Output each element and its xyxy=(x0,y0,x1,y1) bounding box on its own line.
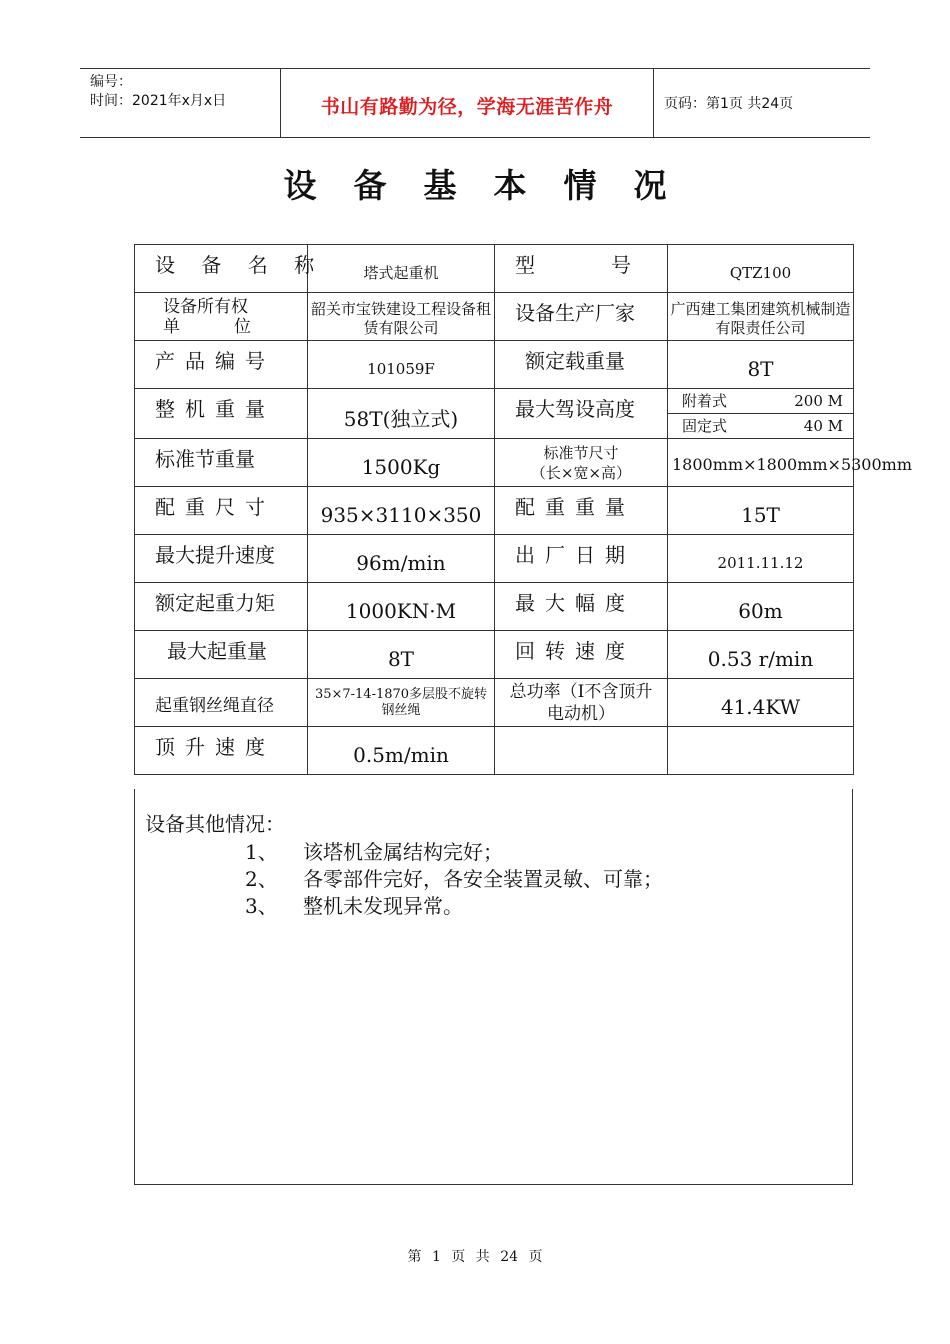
list-item-text: 各零部件完好，各安全装置灵敏、可靠； xyxy=(303,867,663,891)
table-row xyxy=(135,535,854,583)
label-section-weight: 标准节重量 xyxy=(135,439,308,487)
label-slewing-speed: 回转速度 xyxy=(495,631,668,679)
label-section-size-a: 标准节尺寸 xyxy=(543,443,619,462)
list-item xyxy=(145,866,852,893)
table-row xyxy=(135,245,854,293)
list-item xyxy=(145,839,852,866)
value-section-weight: 1500Kg xyxy=(308,439,495,487)
label-model-b: 号 xyxy=(611,253,631,277)
label-hoist-speed: 最大提升速度 xyxy=(135,535,308,583)
value-total-weight: 58T(独立式) xyxy=(308,389,495,439)
date-label: 时间：2021年x月x日 xyxy=(90,93,227,109)
label-counterweight-size: 配重尺寸 xyxy=(135,487,308,535)
label-product-number: 产品编号 xyxy=(135,341,308,389)
value-total-power: 41.4KW xyxy=(668,679,854,727)
value-counterweight-weight: 15T xyxy=(668,487,854,535)
label-rated-moment: 额定起重力矩 xyxy=(135,583,308,631)
label-rated-load: 额定载重量 xyxy=(495,341,668,389)
label-model xyxy=(495,245,668,293)
label-equipment-name: 设 备 名 称 xyxy=(135,245,308,293)
header-page-number: 页码：第1页 共24页 xyxy=(664,96,794,112)
label-owner xyxy=(135,293,308,341)
value-owner: 韶关市宝铁建设工程设备租赁有限公司 xyxy=(308,293,495,341)
value-model: QTZ100 xyxy=(668,245,854,293)
value-max-radius: 60m xyxy=(668,583,854,631)
height-attached xyxy=(668,389,853,413)
list-item-number: 3、 xyxy=(245,894,278,918)
list-item-number: 2、 xyxy=(245,867,278,891)
value-counterweight-size: 935×3110×350 xyxy=(308,487,495,535)
label-total-power: 总功率（I不含顶升电动机） xyxy=(495,679,668,727)
label-section-size xyxy=(495,439,668,487)
value-slewing-speed: 0.53 r/min xyxy=(668,631,854,679)
label-max-height: 最大驾设高度 xyxy=(495,389,668,439)
height-fixed-label: 固定式 xyxy=(682,417,728,435)
header-meta xyxy=(80,69,281,137)
table-row xyxy=(135,679,854,727)
label-owner-b: 单 位 xyxy=(163,317,252,337)
label-model-a: 型 xyxy=(515,253,535,277)
table-row xyxy=(135,293,854,341)
list-item-text: 该塔机金属结构完好； xyxy=(303,840,503,864)
label-owner-a: 设备所有权 xyxy=(163,297,248,317)
table-row xyxy=(135,439,854,487)
label-total-weight: 整机重量 xyxy=(135,389,308,439)
value-equipment-name: 塔式起重机 xyxy=(308,245,495,293)
label-manufacturer: 设备生产厂家 xyxy=(495,293,668,341)
value-max-height xyxy=(668,389,854,439)
list-item xyxy=(145,893,852,920)
header-motto: 书山有路勤为径，学海无涯苦作舟 xyxy=(281,69,654,137)
height-attached-label: 附着式 xyxy=(682,392,728,410)
table-row xyxy=(135,583,854,631)
value-manufacturer: 广西建工集团建筑机械制造有限责任公司 xyxy=(668,293,854,341)
label-counterweight-weight: 配重重量 xyxy=(495,487,668,535)
document-title: 设备基本情况 xyxy=(283,166,704,205)
label-climb-speed: 顶升速度 xyxy=(135,727,308,775)
height-fixed xyxy=(668,413,853,438)
empty-cell xyxy=(495,727,668,775)
page-footer: 第 1 页 共 24 页 xyxy=(407,1249,543,1265)
height-fixed-value: 40 M xyxy=(803,417,843,435)
table-row xyxy=(135,341,854,389)
label-rope-diameter: 起重钢丝绳直径 xyxy=(135,679,308,727)
value-rated-moment: 1000KN·M xyxy=(308,583,495,631)
empty-cell xyxy=(668,727,854,775)
table-row xyxy=(135,487,854,535)
table-row xyxy=(135,727,854,775)
other-conditions-box xyxy=(134,789,853,1185)
label-section-size-b: （长×宽×高） xyxy=(530,463,632,482)
list-item-text: 整机未发现异常。 xyxy=(303,894,463,918)
equipment-spec-table xyxy=(134,244,912,775)
value-rope-diameter: 35×7-14-1870多层股不旋转钢丝绳 xyxy=(308,679,495,727)
table-row xyxy=(135,631,854,679)
label-max-radius: 最大幅度 xyxy=(495,583,668,631)
height-attached-value: 200 M xyxy=(794,392,843,410)
value-product-number: 101059F xyxy=(308,341,495,389)
label-manufacture-date: 出厂日期 xyxy=(495,535,668,583)
other-conditions-heading: 设备其他情况： xyxy=(145,812,285,836)
value-manufacture-date: 2011.11.12 xyxy=(668,535,854,583)
list-item-number: 1、 xyxy=(245,840,278,864)
value-hoist-speed: 96m/min xyxy=(308,535,495,583)
value-climb-speed: 0.5m/min xyxy=(308,727,495,775)
value-rated-load: 8T xyxy=(668,341,854,389)
value-max-lift: 8T xyxy=(308,631,495,679)
page-header xyxy=(80,68,870,138)
value-section-size: 1800mm×1800mm×5300mm xyxy=(668,439,854,487)
table-row xyxy=(135,389,854,439)
serial-label: 编号： xyxy=(90,74,132,90)
label-max-lift: 最大起重量 xyxy=(135,631,308,679)
